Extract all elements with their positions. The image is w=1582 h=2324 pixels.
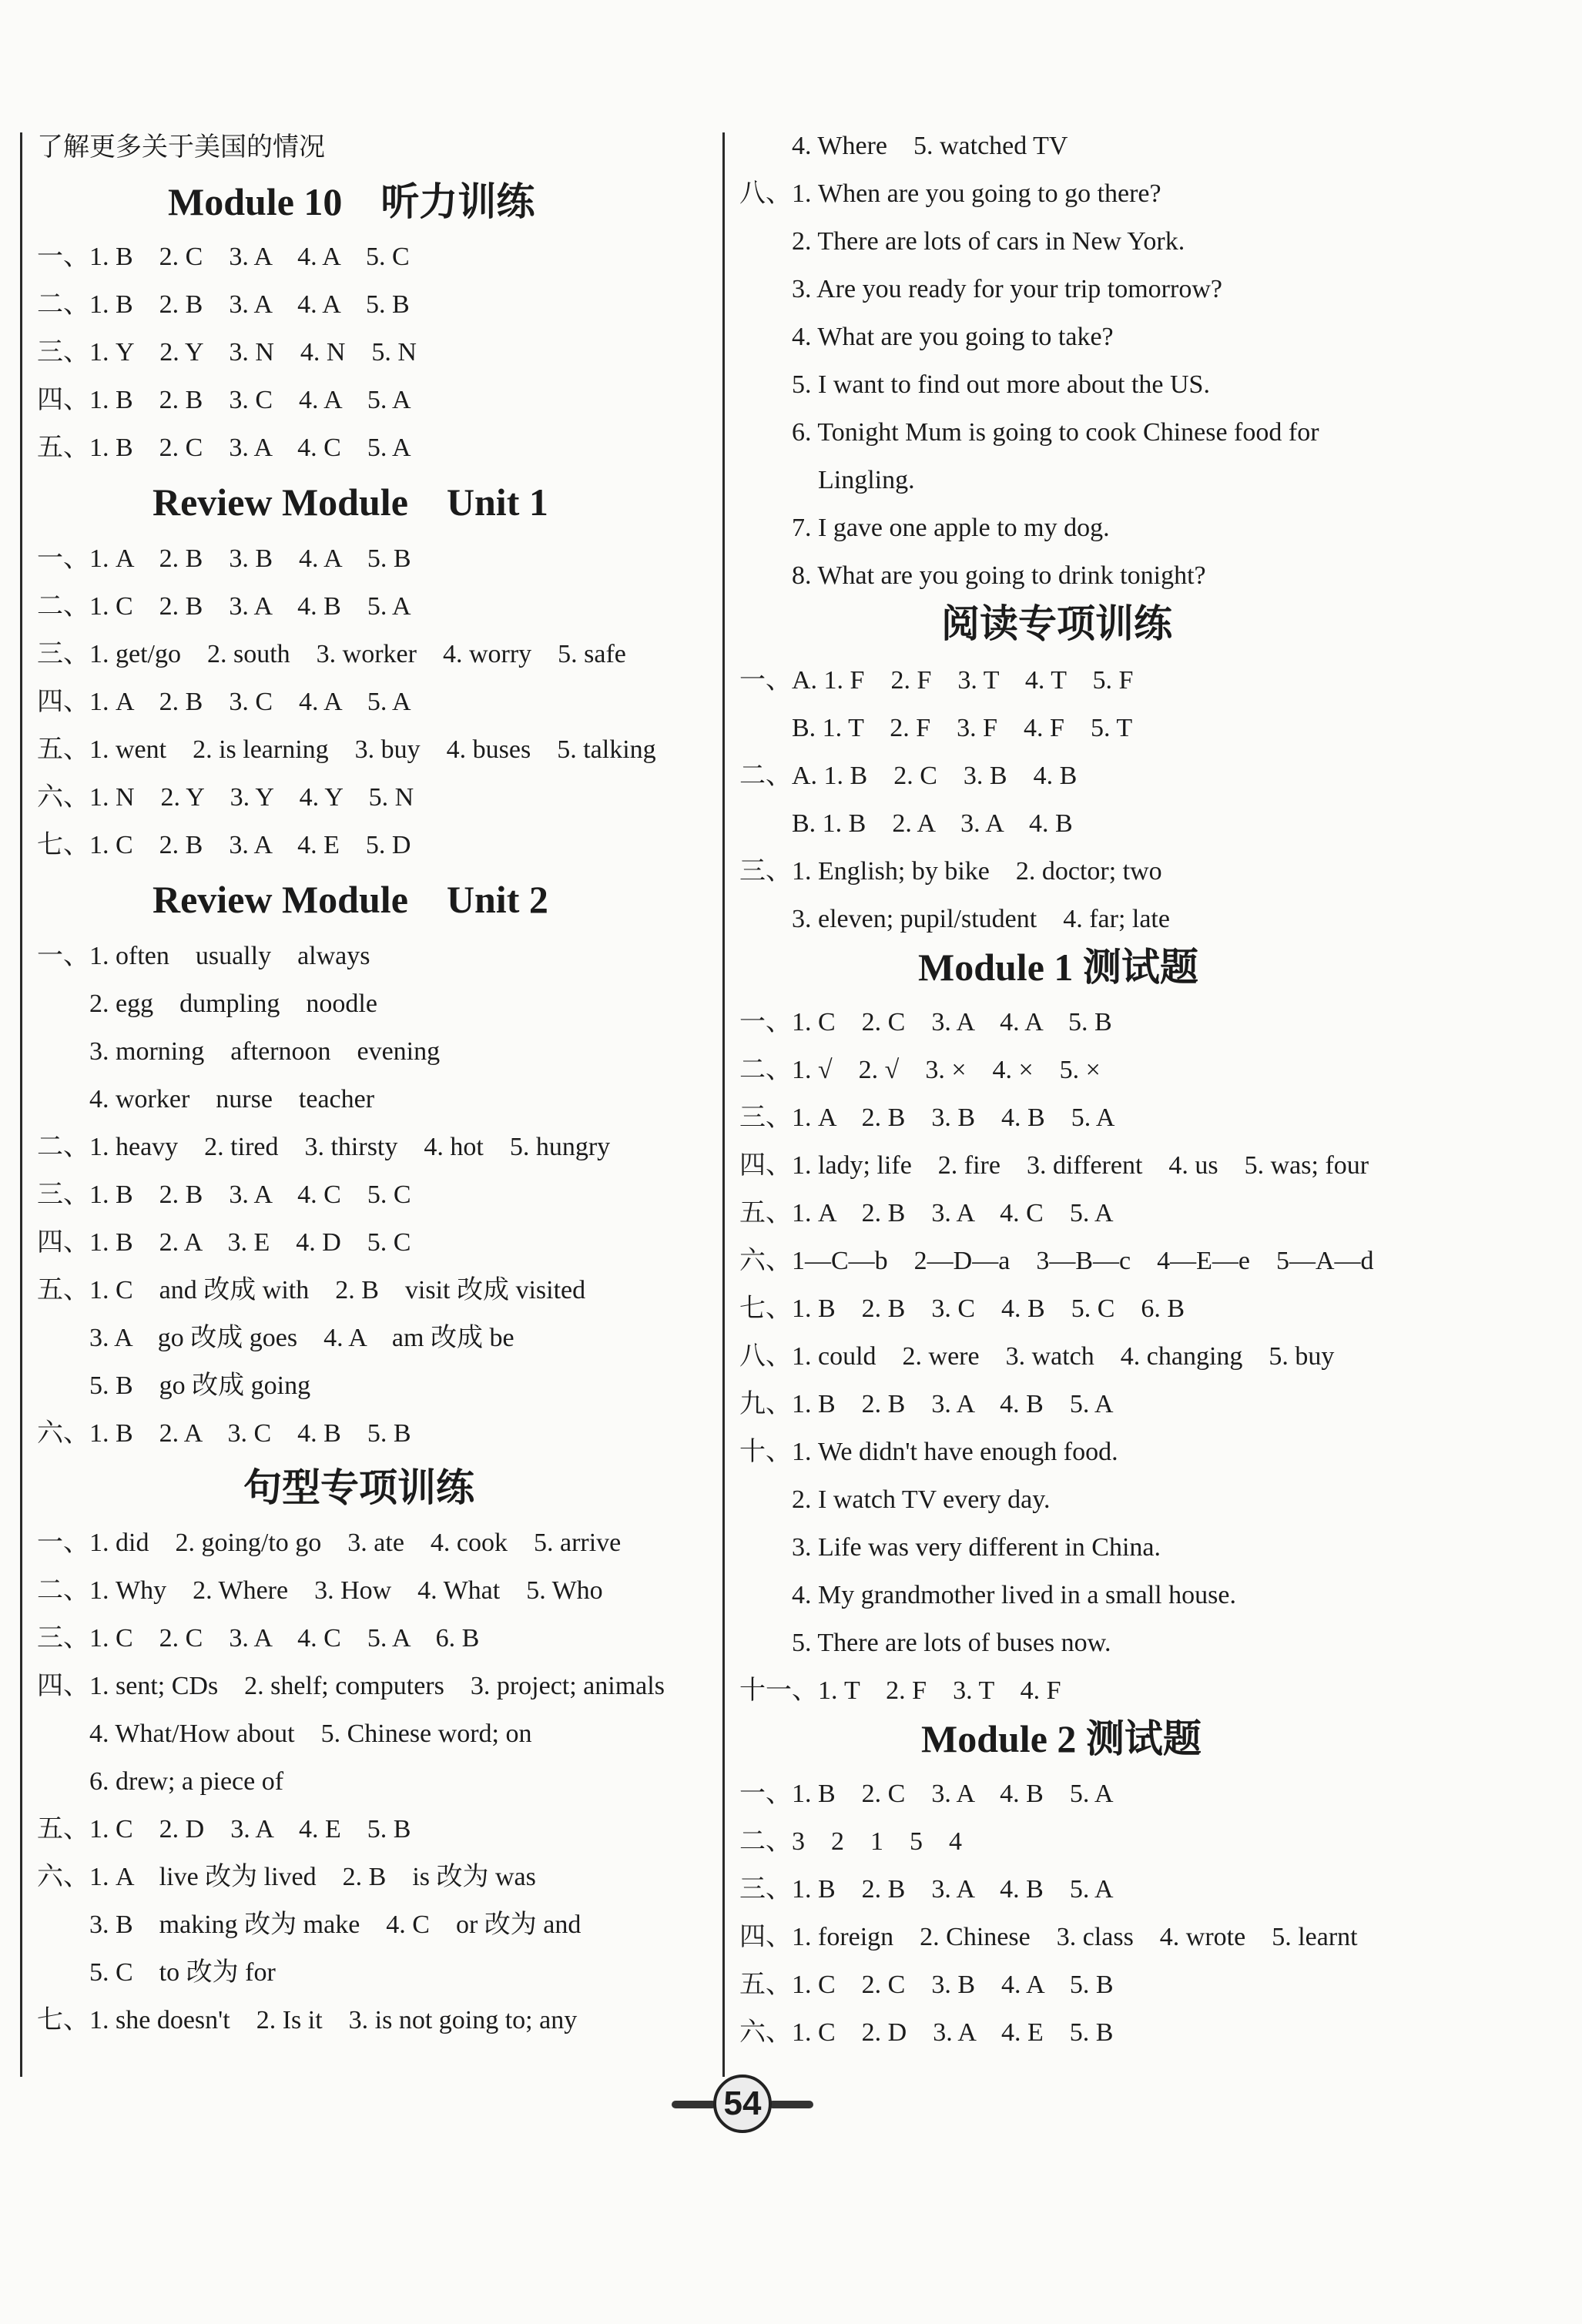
answer-line: 十一、1. T 2. F 3. T 4. F: [739, 1676, 1061, 1705]
answer-line: B. 1. B 2. A 3. A 4. B: [739, 809, 1073, 838]
answer-line: 8. What are you going to drink tonight?: [739, 561, 1206, 590]
answer-line: 五、1. C 2. C 3. B 4. A 5. B: [739, 1971, 1114, 1999]
answer-line: 4. What are you going to take?: [739, 323, 1114, 351]
section-heading: 句型专项训练: [243, 1465, 474, 1510]
answer-line: 一、1. A 2. B 3. B 4. A 5. B: [37, 544, 411, 573]
answer-line: 五、1. C and 改成 with 2. B visit 改成 visited: [37, 1276, 586, 1304]
section-heading: Module 10 听力训练: [168, 180, 535, 223]
answer-line: 六、1. B 2. A 3. C 4. B 5. B: [37, 1419, 411, 1448]
answer-line: 九、1. B 2. B 3. A 4. B 5. A: [739, 1390, 1114, 1418]
answer-line: 3. Life was very different in China.: [739, 1533, 1161, 1562]
column-divider: [722, 132, 725, 2077]
answer-line: 5. There are lots of buses now.: [739, 1629, 1111, 1657]
answer-line: B. 1. T 2. F 3. F 4. F 5. T: [739, 714, 1133, 742]
page-number-badge: [661, 2064, 815, 2148]
answer-line: 一、1. B 2. C 3. A 4. B 5. A: [739, 1780, 1114, 1808]
answer-line: 二、1. B 2. B 3. A 4. A 5. B: [37, 290, 410, 319]
answer-line: 六、1—C—b 2—D—a 3—B—c 4—E—e 5—A—d: [739, 1247, 1374, 1275]
answer-line: 三、1. English; by bike 2. doctor; two: [739, 857, 1162, 886]
answer-line: 二、1. √ 2. √ 3. × 4. × 5. ×: [739, 1056, 1101, 1084]
answer-line: 5. I want to find out more about the US.: [739, 370, 1210, 399]
answer-line: 三、1. C 2. C 3. A 4. C 5. A 6. B: [37, 1624, 480, 1653]
answer-line: 5. C to 改为 for: [37, 1958, 276, 1987]
top-note: 了解更多关于美国的情况: [37, 133, 325, 162]
answer-line: 八、1. When are you going to go there?: [739, 179, 1161, 208]
answer-line: 六、1. C 2. D 3. A 4. E 5. B: [739, 2018, 1114, 2047]
answer-line: 二、3 2 1 5 4: [739, 1827, 962, 1856]
answer-line: 六、1. N 2. Y 3. Y 4. Y 5. N: [37, 783, 414, 812]
answer-line: 一、1. often usually always: [37, 942, 370, 970]
answer-line: 4. My grandmother lived in a small house.: [739, 1581, 1236, 1609]
answer-line: 3. A go 改成 goes 4. A am 改成 be: [37, 1324, 514, 1352]
answer-line: 五、1. B 2. C 3. A 4. C 5. A: [37, 434, 411, 462]
answer-line: 五、1. A 2. B 3. A 4. C 5. A: [739, 1199, 1114, 1227]
answer-line: 3. morning afternoon evening: [37, 1037, 441, 1066]
answer-line: 3. Are you ready for your trip tomorrow?: [739, 275, 1222, 303]
answer-line: 三、1. get/go 2. south 3. worker 4. worry 5. safe: [37, 640, 626, 668]
section-heading: 阅读专项训练: [941, 601, 1172, 646]
answer-line: 7. I gave one apple to my dog.: [739, 514, 1110, 542]
answer-line: 三、1. Y 2. Y 3. N 4. N 5. N: [37, 338, 417, 367]
answer-line: 二、1. C 2. B 3. A 4. B 5. A: [37, 592, 411, 621]
answer-line: 5. B go 改成 going: [37, 1371, 311, 1400]
answer-line: 一、1. B 2. C 3. A 4. A 5. C: [37, 243, 410, 271]
answer-line: 6. Tonight Mum is going to cook Chinese food for: [739, 418, 1319, 447]
left-margin-rule: [20, 132, 22, 2077]
answer-line: 二、1. heavy 2. tired 3. thirsty 4. hot 5. hungry: [37, 1133, 611, 1161]
answer-line: 2. I watch TV every day.: [739, 1485, 1051, 1514]
answer-line: 4. worker nurse teacher: [37, 1085, 375, 1113]
answer-line: 一、1. did 2. going/to go 3. ate 4. cook 5. arrive: [37, 1529, 622, 1557]
answer-line: 四、1. B 2. A 3. E 4. D 5. C: [37, 1228, 411, 1257]
answer-line: 五、1. C 2. D 3. A 4. E 5. B: [37, 1815, 411, 1843]
answer-line: 三、1. A 2. B 3. B 4. B 5. A: [739, 1103, 1115, 1132]
answer-line: 四、1. foreign 2. Chinese 3. class 4. wrote 5. learnt: [739, 1923, 1358, 1951]
answer-line: 八、1. could 2. were 3. watch 4. changing 5. buy: [739, 1342, 1335, 1371]
answer-line: 六、1. A live 改为 lived 2. B is 改为 was: [37, 1863, 536, 1891]
answer-line: 四、1. B 2. B 3. C 4. A 5. A: [37, 386, 411, 414]
answer-line: 3. eleven; pupil/student 4. far; late: [739, 905, 1170, 933]
answer-line: 四、1. lady; life 2. fire 3. different 4. us 5. was; four: [739, 1151, 1369, 1180]
answer-line: 一、1. C 2. C 3. A 4. A 5. B: [739, 1008, 1112, 1036]
section-heading: Review Module Unit 2: [153, 878, 548, 921]
badge-wing-left: [672, 2101, 716, 2108]
answer-line: 6. drew; a piece of: [37, 1767, 284, 1796]
answer-line: 一、A. 1. F 2. F 3. T 4. T 5. F: [739, 666, 1134, 695]
answer-line: 七、1. C 2. B 3. A 4. E 5. D: [37, 831, 411, 859]
page-number: 54: [723, 2085, 762, 2122]
answer-line: 二、A. 1. B 2. C 3. B 4. B: [739, 762, 1078, 790]
answer-line: 4. What/How about 5. Chinese word; on: [37, 1720, 532, 1748]
answer-line: 3. B making 改为 make 4. C or 改为 and: [37, 1910, 582, 1939]
answer-line: 五、1. went 2. is learning 3. buy 4. buses 5. talking: [37, 735, 656, 764]
answer-line: 2. There are lots of cars in New York.: [739, 227, 1185, 256]
answer-line: 二、1. Why 2. Where 3. How 4. What 5. Who: [37, 1576, 603, 1605]
answer-line: 七、1. she doesn't 2. Is it 3. is not going to; any: [37, 2006, 578, 2034]
answer-line: 十、1. We didn't have enough food.: [739, 1438, 1118, 1466]
answer-line: 三、1. B 2. B 3. A 4. C 5. C: [37, 1180, 411, 1209]
answer-line: 七、1. B 2. B 3. C 4. B 5. C 6. B: [739, 1294, 1185, 1323]
answer-line: Lingling.: [739, 466, 915, 494]
answer-line: 三、1. B 2. B 3. A 4. B 5. A: [739, 1875, 1114, 1904]
section-heading: Module 2 测试题: [921, 1717, 1202, 1760]
answer-line: 四、1. A 2. B 3. C 4. A 5. A: [37, 688, 411, 716]
answer-line: 4. Where 5. watched TV: [739, 132, 1068, 160]
answer-line: 2. egg dumpling noodle: [37, 990, 377, 1018]
answer-line: 四、1. sent; CDs 2. shelf; computers 3. project; animals: [37, 1672, 665, 1700]
badge-wing-right: [769, 2101, 813, 2108]
section-heading: Review Module Unit 1: [153, 481, 548, 524]
section-heading: Module 1 测试题: [918, 946, 1198, 989]
